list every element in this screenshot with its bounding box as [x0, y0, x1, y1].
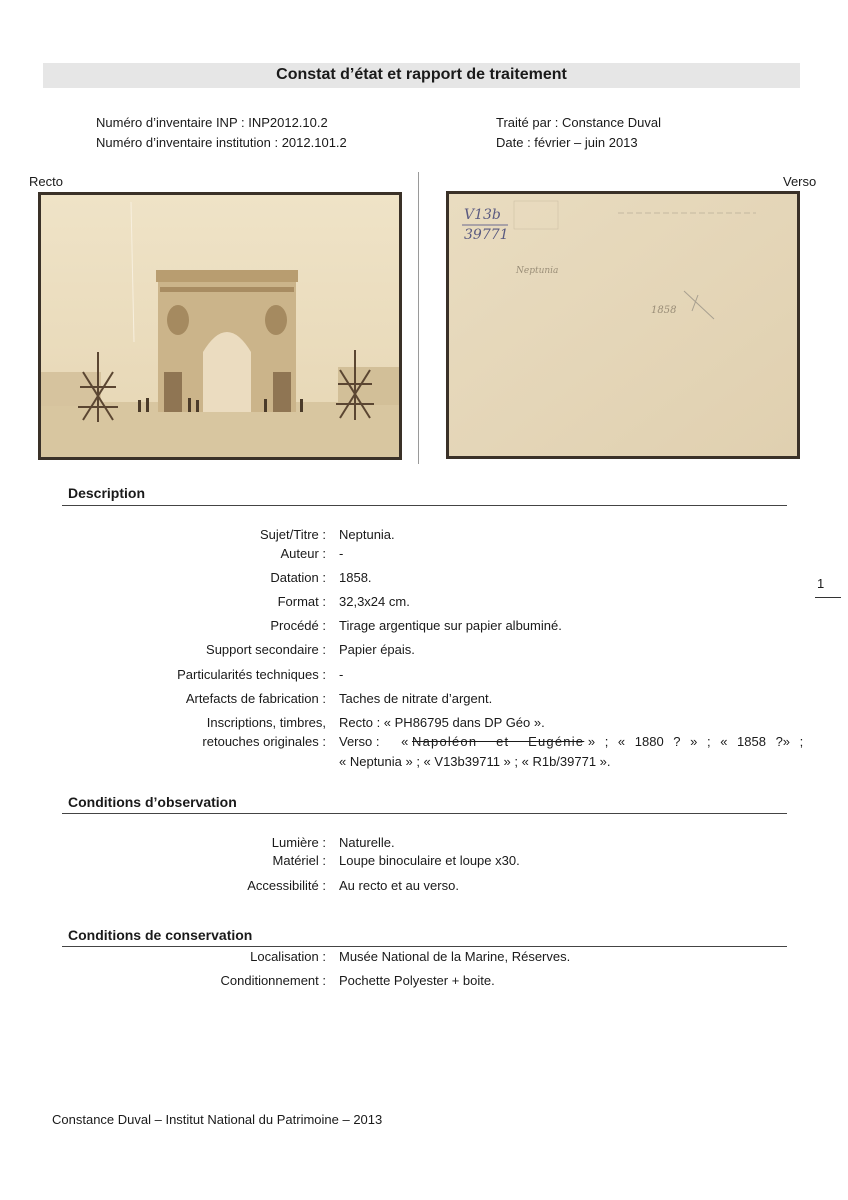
- field-label: Inscriptions, timbres,: [206, 715, 326, 730]
- field-label: Procédé :: [270, 618, 326, 633]
- conservation-rule: [62, 946, 787, 947]
- field-technical: [0, 667, 848, 689]
- field-date: [0, 570, 848, 592]
- verso-label: Verso: [783, 174, 817, 189]
- field-label: Conditionnement :: [220, 973, 326, 988]
- inventory-institution: Numéro d’inventaire institution : 2012.101.2: [96, 135, 347, 150]
- recto-label: Recto: [29, 174, 63, 189]
- field-value: Recto : « PH86795 dans DP Géo ».: [339, 715, 545, 730]
- verso-caption: Neptunia: [516, 266, 559, 276]
- verso-code-1: V13b: [464, 207, 501, 223]
- field-label: Accessibilité :: [247, 878, 326, 893]
- field-label: Lumière :: [271, 835, 326, 850]
- page-title: Constat d’état et rapport de traitement: [276, 66, 567, 83]
- field-value: Pochette Polyester + boite.: [339, 973, 495, 988]
- conservation-heading: Conditions de conservation: [68, 927, 253, 943]
- field-value: Musée National de la Marine, Réserves.: [339, 949, 571, 964]
- treated-by: Traité par : Constance Duval: [496, 115, 661, 130]
- inventory-inp: Numéro d’inventaire INP : INP2012.10.2: [96, 115, 328, 130]
- field-artefacts: [0, 691, 848, 713]
- field-label: Localisation :: [250, 949, 326, 964]
- field-value: Loupe binoculaire et loupe x30.: [339, 853, 520, 868]
- field-accessibility: [0, 878, 848, 900]
- field-author: [0, 546, 848, 568]
- divider: [418, 172, 419, 464]
- observation-rule: [62, 813, 787, 814]
- recto-photograph: [38, 192, 402, 460]
- struck-inscription: Napoléon et Eugénie: [412, 734, 585, 749]
- verso-photograph: [446, 191, 800, 459]
- verso-year: 1858: [651, 305, 677, 316]
- observation-heading: Conditions d’observation: [68, 794, 237, 810]
- field-label: Auteur :: [280, 546, 326, 561]
- field-value: Au recto et au verso.: [339, 878, 459, 893]
- field-value: « Neptunia » ; « V13b39711 » ; « R1b/39771 ».: [339, 754, 611, 769]
- field-value: Verso : « Napoléon et Eugénie » ; « 1880 ? » ; « 1858 ?» ;: [339, 734, 804, 749]
- field-label: Sujet/Titre :: [260, 527, 326, 542]
- verso-code-2: 39771: [464, 227, 509, 243]
- field-value: -: [339, 546, 344, 561]
- field-inscriptions-line3: [0, 754, 848, 776]
- field-label: retouches originales :: [202, 734, 326, 749]
- field-value: 1858.: [339, 570, 372, 585]
- field-value: Tirage argentique sur papier albuminé.: [339, 618, 562, 633]
- field-process: [0, 618, 848, 640]
- field-equipment: [0, 853, 848, 875]
- field-value: -: [339, 667, 344, 682]
- treatment-date: Date : février – juin 2013: [496, 135, 638, 150]
- field-secondary-support: [0, 642, 848, 664]
- description-heading: Description: [68, 485, 146, 501]
- field-inscriptions-verso: [0, 734, 848, 756]
- field-label: Datation :: [270, 570, 326, 585]
- field-packaging: [0, 973, 848, 995]
- page-number: 1: [817, 576, 825, 591]
- field-label: Support secondaire :: [206, 642, 326, 657]
- field-location: [0, 949, 848, 971]
- field-label: Particularités techniques :: [177, 667, 326, 682]
- field-value: Taches de nitrate d’argent.: [339, 691, 493, 706]
- footer: Constance Duval – Institut National du Patrimoine – 2013: [52, 1112, 383, 1127]
- field-label: Format :: [277, 594, 326, 609]
- field-value: Papier épais.: [339, 642, 415, 657]
- field-value: Naturelle.: [339, 835, 395, 850]
- field-label: Matériel :: [272, 853, 326, 868]
- field-value: Neptunia.: [339, 527, 395, 542]
- field-value: 32,3x24 cm.: [339, 594, 410, 609]
- field-label: Artefacts de fabrication :: [185, 691, 326, 706]
- field-format: [0, 594, 848, 616]
- page-number-rule: [815, 597, 841, 598]
- description-rule: [62, 505, 787, 506]
